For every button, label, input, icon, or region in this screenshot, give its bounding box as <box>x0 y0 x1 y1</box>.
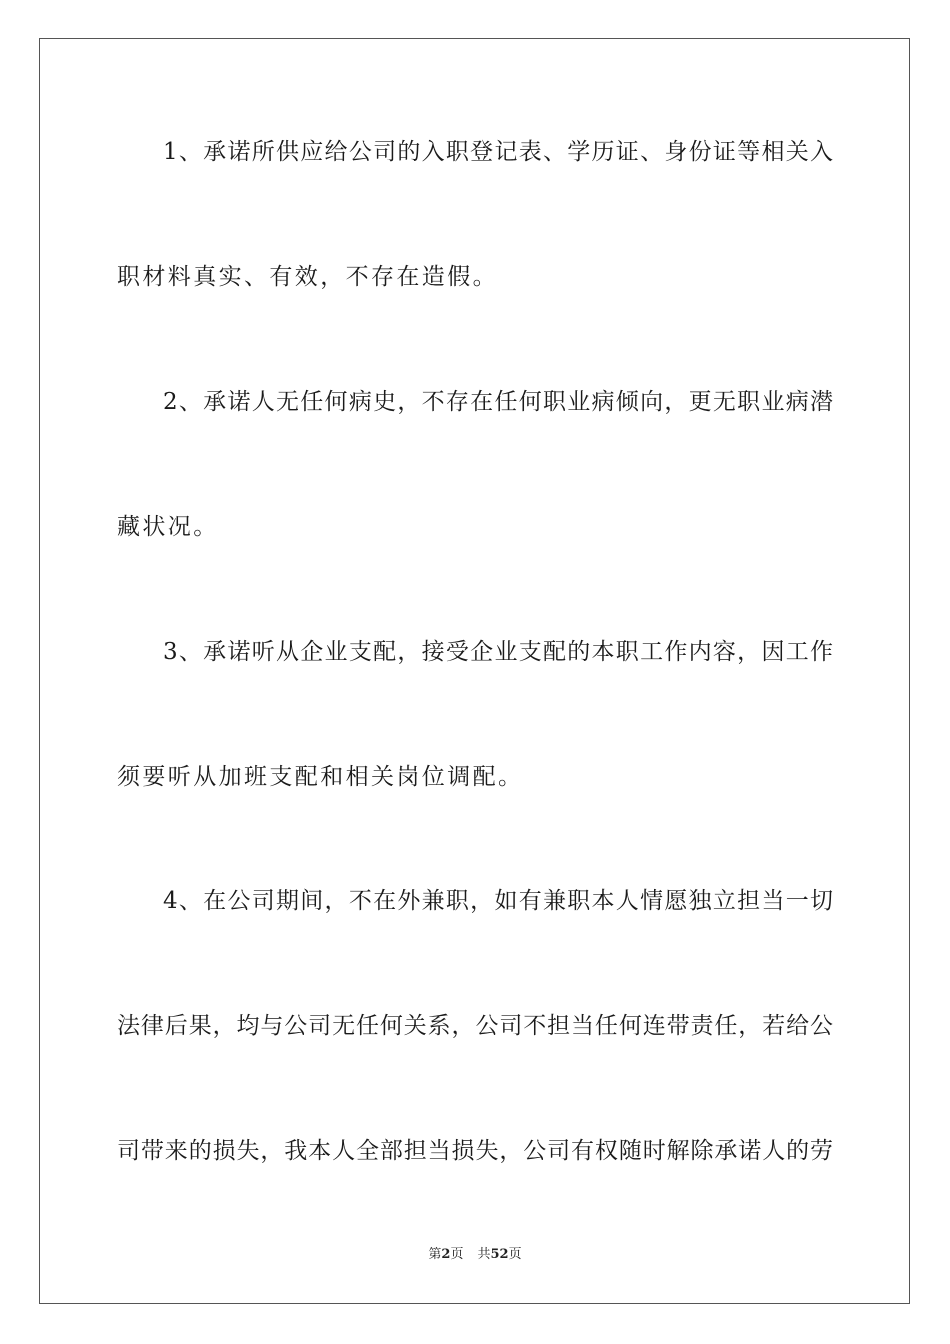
page-border <box>39 38 910 1304</box>
footer-page-suffix: 页 <box>450 1247 464 1262</box>
paragraph-2-line-1: 2、承诺人无任何病史，不存在任何职业病倾向，更无职业病潜 <box>163 389 833 415</box>
paragraph-3-line-1: 3、承诺听从企业支配，接受企业支配的本职工作内容，因工作 <box>163 639 833 665</box>
footer-total-prefix: 共 <box>477 1247 491 1262</box>
footer-page-prefix: 第 <box>428 1247 442 1262</box>
paragraph-4-line-3: 司带来的损失，我本人全部担当损失，公司有权随时解除承诺人的劳 <box>117 1138 833 1164</box>
page-footer <box>0 1246 950 1264</box>
paragraph-4-line-1: 4、在公司期间，不在外兼职，如有兼职本人情愿独立担当一切 <box>163 888 833 914</box>
paragraph-3-line-2: 须要听从加班支配和相关岗位调配。 <box>117 764 524 790</box>
footer-page-total: 52 <box>490 1247 509 1262</box>
paragraph-2-line-2: 藏状况。 <box>117 514 219 540</box>
paragraph-1-line-2: 职材料真实、有效，不存在造假。 <box>117 264 498 290</box>
paragraph-1-line-1: 1、承诺所供应给公司的入职登记表、学历证、身份证等相关入 <box>163 139 833 165</box>
paragraph-4-line-2: 法律后果，均与公司无任何关系，公司不担当任何连带责任，若给公 <box>117 1013 833 1039</box>
footer-page-current: 2 <box>441 1247 451 1262</box>
footer-total-suffix: 页 <box>508 1247 522 1262</box>
